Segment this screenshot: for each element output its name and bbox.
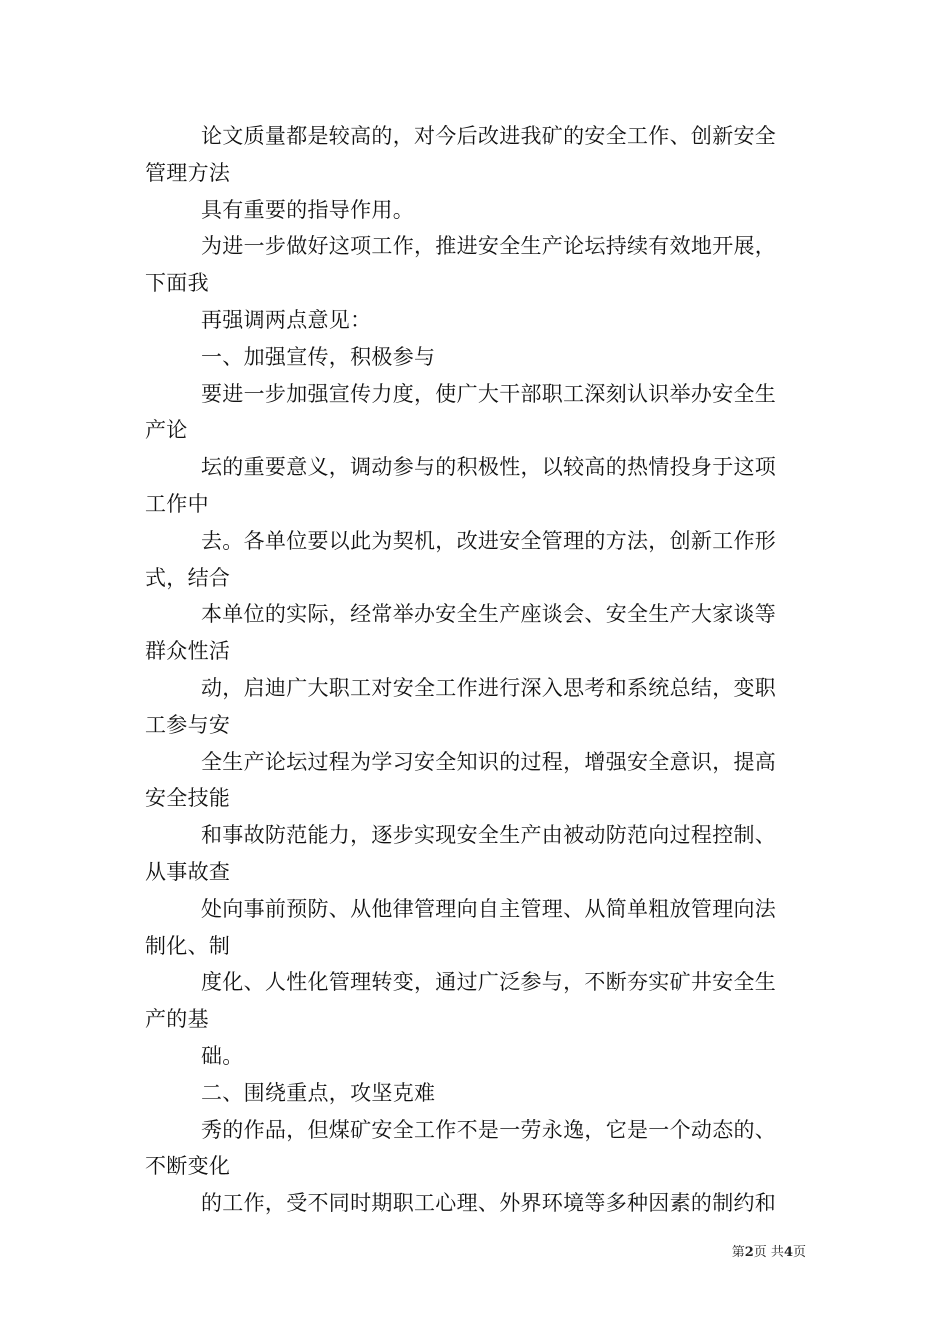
text-line: 安全技能 bbox=[145, 786, 231, 811]
text-line: 为进一步做好这项工作，推进安全生产论坛持续有效地开展， bbox=[201, 234, 777, 259]
footer-suffix: 页 bbox=[792, 1245, 806, 1260]
text-line: 秀的作品，但煤矿安全工作不是一劳永逸，它是一个动态的、 bbox=[201, 1117, 777, 1142]
text-line: 要进一步加强宣传力度，使广大干部职工深刻认识举办安全生 bbox=[201, 381, 777, 406]
text-line: 二、围绕重点，攻坚克难 bbox=[201, 1080, 436, 1105]
text-line: 不断变化 bbox=[145, 1154, 231, 1179]
text-line: 工参与安 bbox=[145, 712, 231, 737]
text-line: 本单位的实际，经常举办安全生产座谈会、安全生产大家谈等 bbox=[201, 602, 777, 627]
text-line: 的工作，受不同时期职工心理、外界环境等多种因素的制约和 bbox=[201, 1191, 777, 1216]
text-line: 下面我 bbox=[145, 271, 209, 296]
text-line: 具有重要的指导作用。 bbox=[201, 197, 414, 222]
text-line: 制化、制 bbox=[145, 933, 231, 958]
footer-page-number: 2 bbox=[744, 1245, 754, 1260]
text-line: 论文质量都是较高的，对今后改进我矿的安全工作、创新安全 bbox=[201, 124, 777, 148]
text-line: 动，启迪广大职工对安全工作进行深入思考和系统总结，变职 bbox=[201, 675, 777, 700]
text-line: 管理方法 bbox=[145, 160, 231, 185]
text-line: 础。 bbox=[201, 1043, 244, 1068]
text-line: 坛的重要意义，调动参与的积极性，以较高的热情投身于这项 bbox=[201, 455, 777, 480]
text-line: 全生产论坛过程为学习安全知识的过程，增强安全意识，提高 bbox=[201, 749, 777, 774]
footer-prefix: 第 bbox=[731, 1245, 745, 1260]
text-line: 产的基 bbox=[145, 1007, 209, 1032]
footer-total-pages: 4 bbox=[783, 1245, 793, 1260]
text-line: 群众性活 bbox=[145, 639, 231, 664]
text-line: 式，结合 bbox=[145, 565, 231, 590]
text-line: 从事故查 bbox=[145, 859, 231, 884]
text-line: 度化、人性化管理转变，通过广泛参与，不断夯实矿井安全生 bbox=[201, 970, 777, 995]
text-line: 再强调两点意见： bbox=[201, 307, 372, 332]
page-footer bbox=[732, 1244, 806, 1262]
text-line: 去。各单位要以此为契机，改进安全管理的方法，创新工作形 bbox=[201, 528, 777, 553]
text-line: 产论 bbox=[145, 418, 188, 443]
footer-middle: 页 共 bbox=[753, 1245, 784, 1260]
text-line: 一、加强宣传，积极参与 bbox=[201, 344, 436, 369]
text-line: 和事故防范能力，逐步实现安全生产由被动防范向过程控制、 bbox=[201, 823, 777, 848]
body-text bbox=[145, 118, 810, 1222]
text-line: 工作中 bbox=[145, 491, 209, 516]
text-line: 处向事前预防、从他律管理向自主管理、从简单粗放管理向法 bbox=[201, 896, 777, 921]
